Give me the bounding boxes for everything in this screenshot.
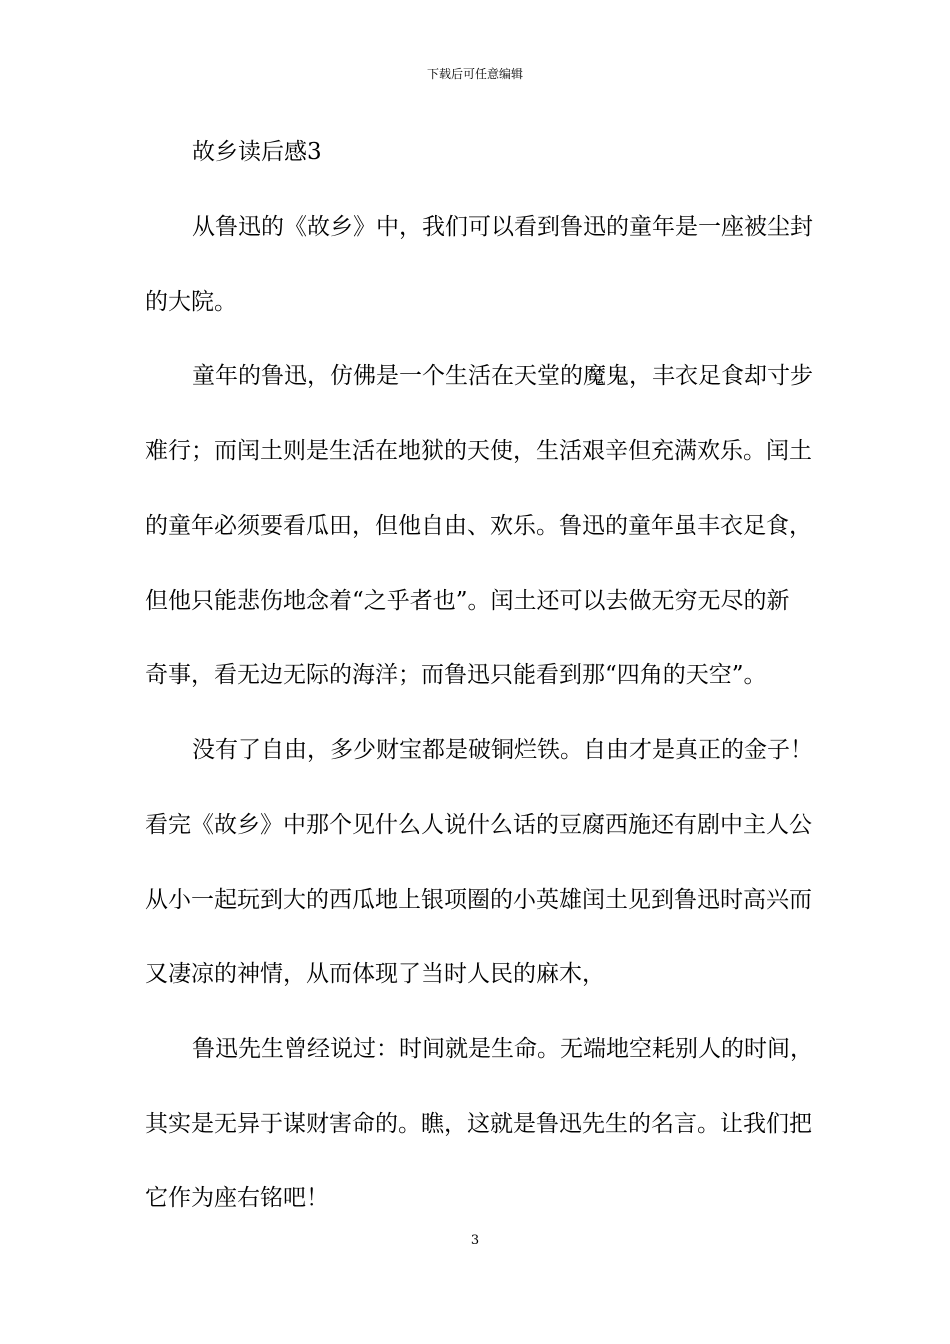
paragraph-line: 看完《故乡》中那个见什么人说什么话的豆腐西施还有剧中主人公 <box>145 812 812 838</box>
paragraph-line: 童年的鲁迅，仿佛是一个生活在天堂的魔鬼，丰衣足食却寸步 <box>192 363 813 389</box>
paragraph-line: 没有了自由，多少财宝都是破铜烂铁。自由才是真正的金子！ <box>192 737 813 763</box>
paragraph-line: 从鲁迅的《故乡》中，我们可以看到鲁迅的童年是一座被尘封 <box>192 214 813 240</box>
paragraph-line: 但他只能悲伤地念着“之乎者也”。闰土还可以去做无穷无尽的新 <box>145 588 790 614</box>
paragraph-line: 的童年必须要看瓜田，但他自由、欢乐。鲁迅的童年虽丰衣足食， <box>145 513 812 539</box>
document-title: 故乡读后感3 <box>192 139 322 165</box>
page-header: 下载后可任意编辑 <box>426 67 523 81</box>
page-number: 3 <box>470 1233 480 1248</box>
paragraph-line: 从小一起玩到大的西瓜地上银项圈的小英雄闰土见到鲁迅时高兴而 <box>145 887 812 913</box>
paragraph-line: 它作为座右铭吧！ <box>145 1185 329 1211</box>
paragraph-line: 鲁迅先生曾经说过：时间就是生命。无端地空耗别人的时间， <box>192 1036 813 1062</box>
paragraph-line: 的大院。 <box>145 289 237 315</box>
paragraph-line: 又凄凉的神情，从而体现了当时人民的麻木， <box>145 961 605 987</box>
paragraph-line: 其实是无异于谋财害命的。瞧，这就是鲁迅先生的名言。让我们把 <box>145 1111 812 1137</box>
paragraph-line: 奇事，看无边无际的海洋；而鲁迅只能看到那“四角的天空”。 <box>145 662 767 688</box>
paragraph-line: 难行；而闰土则是生活在地狱的天使，生活艰辛但充满欢乐。闰土 <box>145 438 812 464</box>
